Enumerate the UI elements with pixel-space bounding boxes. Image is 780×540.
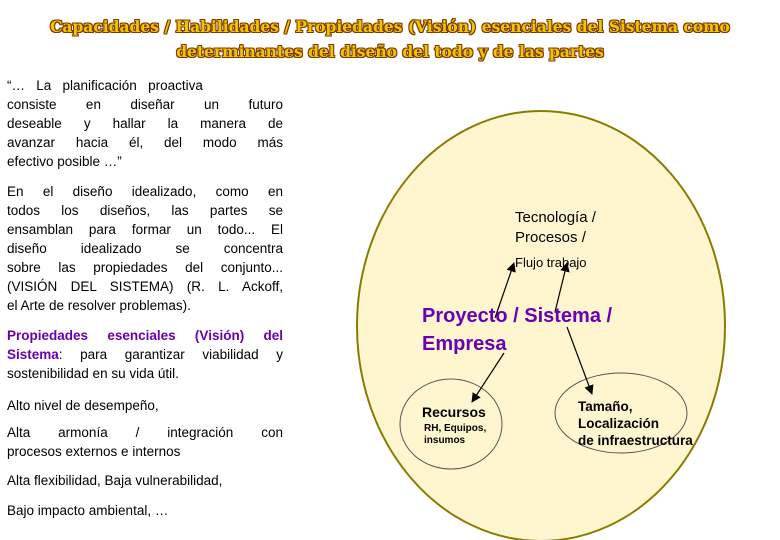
size-line-2: Localización [578, 416, 660, 431]
idealized-line: sobre las propiedades del conjunto... [7, 260, 283, 275]
idealized-line: todos los diseños, las partes se [7, 203, 283, 218]
harmony-line-2: procesos externos e internos [7, 444, 181, 459]
essential-properties-line-2: sostenibilidad en su vida útil. [7, 366, 179, 381]
size-label [578, 398, 693, 449]
project-line-1: Proyecto / Sistema / [422, 305, 613, 327]
quote-line: avanzar hacia él, del modo más [7, 135, 283, 150]
resources-title: Recursos [422, 404, 486, 420]
harmony-line-1: Alta armonía / integración con [7, 425, 283, 440]
title-line-2: determinantes del diseño del todo y de las partes [176, 42, 604, 61]
impact-item: Bajo impacto ambiental, … [7, 503, 169, 518]
project-line-2: Empresa [422, 333, 507, 355]
title-line-1: Capacidades / Habilidades / Propiedades (Visión) esenciales del Sistema como [50, 17, 730, 36]
workflow-label: Flujo trabajo [515, 255, 587, 270]
quote-line: “… La planificación proactiva [7, 78, 203, 93]
idealized-line: el Arte de resolver problemas). [7, 298, 191, 313]
resources-detail [424, 423, 486, 447]
quote-line: deseable y hallar la manera de [7, 116, 283, 131]
idealized-line: ensamblan para formar un todo... El [7, 222, 283, 237]
technology-line-1: Tecnología / [515, 209, 596, 226]
technology-line-2: Procesos / [515, 229, 586, 246]
performance-item: Alto nivel de desempeño, [7, 398, 159, 413]
quote-line: consiste en diseñar un futuro [7, 97, 283, 112]
technology-label [515, 208, 596, 248]
size-line-1: Tamaño, [578, 399, 633, 414]
idealized-line: (VISIÓN DEL SISTEMA) (R. L. Ackoff, [7, 279, 283, 294]
resources-line-1: RH, Equipos, [424, 423, 487, 434]
quote-line: efectivo posible …” [7, 154, 122, 169]
project-label [422, 302, 612, 358]
essential-properties-lead: Propiedades esenciales (Visión) del Sistema [7, 328, 283, 362]
idealized-line: En el diseño idealizado, como en [7, 184, 283, 199]
size-line-3: de infraestructura [578, 433, 693, 448]
essential-properties-rest: : para garantizar viabilidad y [58, 347, 283, 362]
flexibility-item: Alta flexibilidad, Baja vulnerabilidad, [7, 473, 223, 488]
resources-line-2: insumos [424, 435, 466, 446]
idealized-line: diseño idealizado se concentra [7, 241, 283, 256]
